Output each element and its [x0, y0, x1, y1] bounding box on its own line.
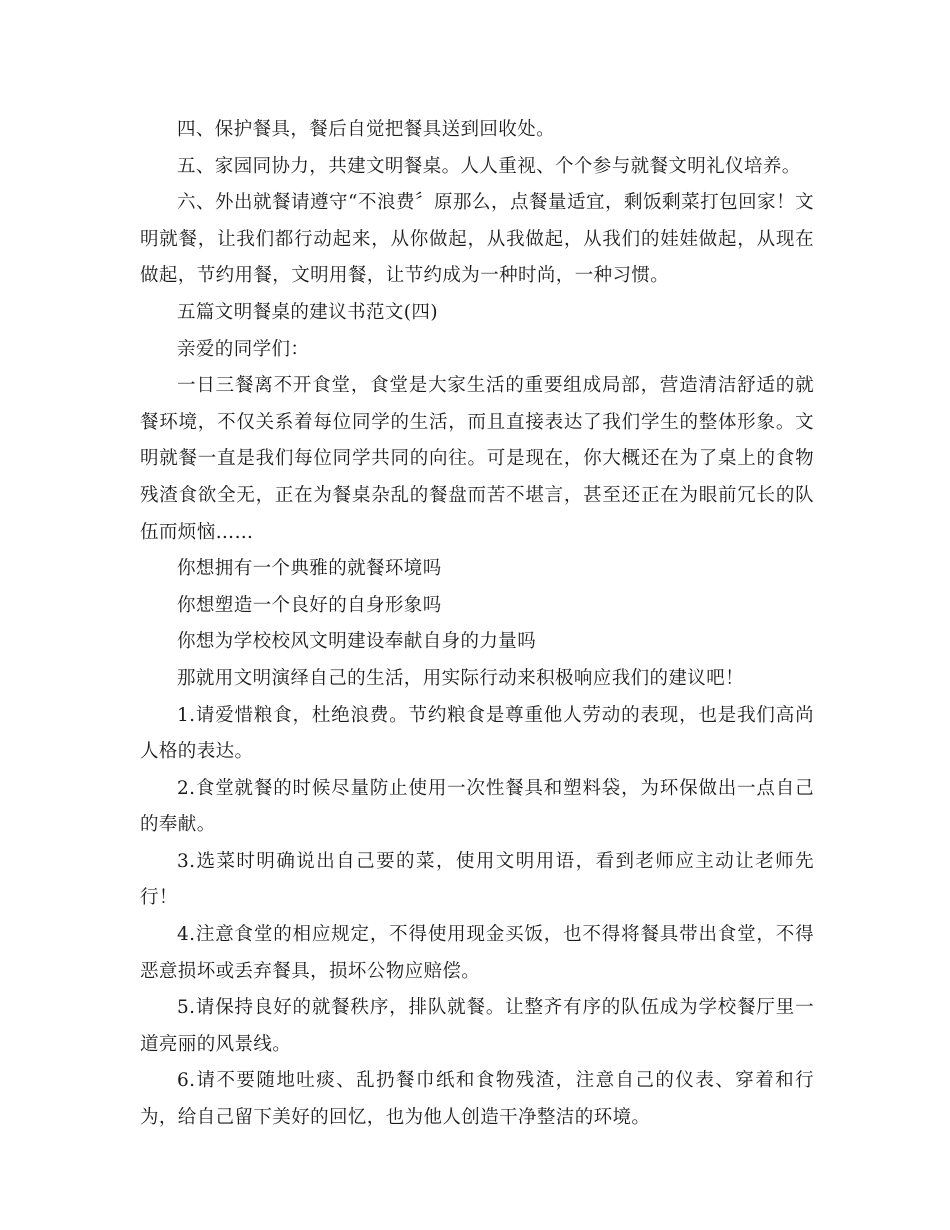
salutation: 亲爱的同学们： [177, 338, 310, 360]
intro-paragraph: 一日三餐离不开食堂，食堂是大家生活的重要组成局部，营造清洁舒适的就餐环境，不仅关系着每位同学的生活，而且直接表达了我们学生的整体形象。文明就餐一直是我们每位同学共同的向往。可是现在，你大概还在为了桌上的食物残渣食欲全无，正在为餐桌杂乱的餐盘而苦不堪言，甚至还正在为眼前冗长的队伍而烦恼…… [140, 375, 814, 543]
question-2: 你想塑造一个良好的自身形象吗 [177, 594, 442, 616]
suggestion-2: 2.食堂就餐的时候尽量防止使用一次性餐具和塑料袋，为环保做出一点自己的奉献。 [140, 777, 814, 836]
suggestion-1: 1.请爱惜粮食，杜绝浪费。节约粮食是尊重他人劳动的表现，也是我们高尚人格的表达。 [140, 704, 814, 763]
suggestion-6: 6.请不要随地吐痰、乱扔餐巾纸和食物残渣，注意自己的仪表、穿着和行为，给自己留下美好的回忆，也为他人创造干净整洁的环境。 [140, 1070, 814, 1129]
paragraph-item-6: 六、外出就餐请遵守“不浪费〞原那么，点餐量适宜，剩饭剩菜打包回家！文明就餐，让我们都行动起来，从你做起，从我做起，从我们的娃娃做起，从现在做起，节约用餐，文明用餐，让节约成为一种时尚，一种习惯。 [140, 192, 814, 287]
document-body [140, 112, 814, 1137]
suggestion-4: 4.注意食堂的相应规定，不得使用现金买饭，也不得将餐具带出食堂，不得恶意损坏或丢弃餐具，损坏公物应赔偿。 [140, 924, 814, 982]
question-3: 你想为学校校风文明建设奉献自身的力量吗 [177, 631, 537, 653]
paragraph-item-4: 四、保护餐具，餐后自觉把餐具送到回收处。 [177, 119, 556, 140]
question-1: 你想拥有一个典雅的就餐环境吗 [177, 558, 442, 580]
paragraph-item-5: 五、家园同协力，共建文明餐桌。人人重视、个个参与就餐文明礼仪培养。 [177, 155, 801, 177]
suggestion-3: 3.选菜时明确说出自己要的菜，使用文明用语，看到老师应主动让老师先行！ [140, 850, 814, 909]
section-heading: 五篇文明餐桌的建议书范文(四) [177, 301, 438, 323]
call-to-action: 那就用文明演绎自己的生活，用实际行动来积极响应我们的建议吧！ [177, 667, 745, 689]
suggestion-5: 5.请保持良好的就餐秩序，排队就餐。让整齐有序的队伍成为学校餐厅里一道亮丽的风景线。 [140, 997, 814, 1055]
